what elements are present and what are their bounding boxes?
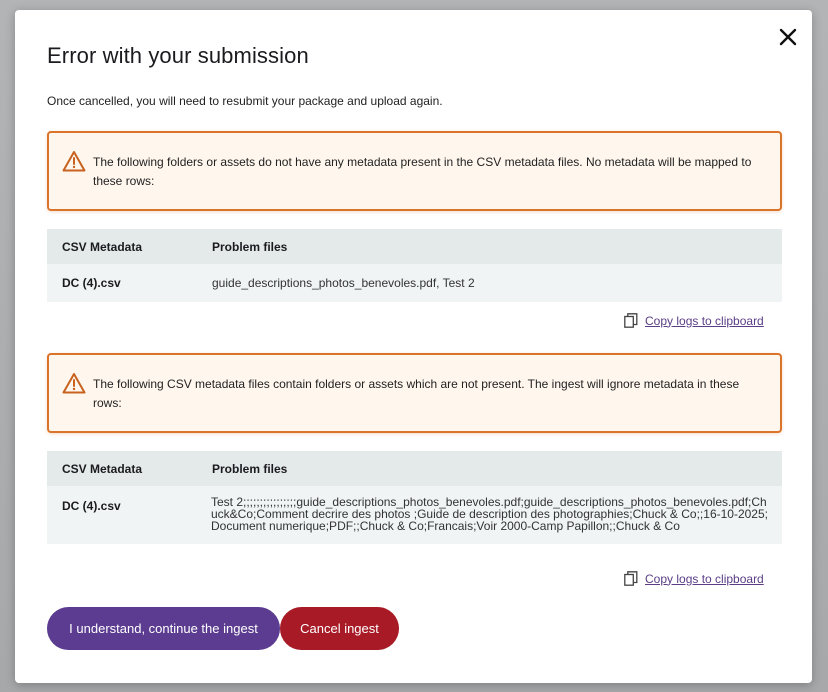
alert-message: The following CSV metadata files contain folders or assets which are not present. The ingest will ignore metadata in these rows:	[93, 377, 740, 410]
csv-file-cell: DC (4).csv	[47, 264, 197, 302]
table-row	[47, 486, 782, 544]
copy-logs-link[interactable]	[624, 571, 764, 586]
warning-triangle-icon	[62, 150, 86, 172]
copy-icon	[624, 313, 638, 328]
warning-triangle-icon	[62, 372, 86, 394]
copy-icon	[624, 571, 638, 586]
missing-metadata-table	[47, 229, 782, 302]
copy-logs-label: Copy logs to clipboard	[645, 313, 764, 328]
copy-logs-link[interactable]	[624, 313, 764, 328]
dialog-subtitle: Once cancelled, you will need to resubmit your package and upload again.	[47, 94, 443, 108]
missing-assets-table	[47, 451, 782, 544]
alert-message: The following folders or assets do not have any metadata present in the CSV metadata files. No metadata will be mapped to these rows:	[93, 155, 752, 188]
error-dialog	[15, 10, 812, 683]
close-button[interactable]	[776, 25, 800, 49]
column-header-files: Problem files	[197, 229, 782, 264]
missing-assets-alert	[47, 353, 782, 433]
column-header-csv: CSV Metadata	[47, 229, 197, 264]
table-header-row	[47, 451, 782, 486]
problem-files-cell: guide_descriptions_photos_benevoles.pdf, Test 2	[197, 264, 782, 302]
close-icon	[776, 25, 800, 49]
table-row	[47, 264, 782, 302]
dialog-title: Error with your submission	[47, 43, 309, 68]
table-header-row	[47, 229, 782, 264]
column-header-files: Problem files	[197, 451, 782, 486]
cancel-ingest-button[interactable]: Cancel ingest	[280, 607, 399, 650]
column-header-csv: CSV Metadata	[47, 451, 197, 486]
continue-ingest-button[interactable]: I understand, continue the ingest	[47, 607, 280, 650]
csv-file-cell: DC (4).csv	[47, 486, 197, 544]
copy-logs-label: Copy logs to clipboard	[645, 571, 764, 586]
missing-metadata-alert	[47, 131, 782, 211]
problem-files-cell: Test 2;;;;;;;;;;;;;;;;guide_descriptions_photos_benevoles.pdf;guide_descriptions_photos_benevoles.pdf;Chuck&Co;Comment decrire des photos ;Guide de description des photographies;Chuck & Co;;16-10-2025;Document numerique;PDF;;Chuck & Co;Francais;Voir 2000-Camp Papillon;;Chuck & Co	[197, 486, 782, 544]
